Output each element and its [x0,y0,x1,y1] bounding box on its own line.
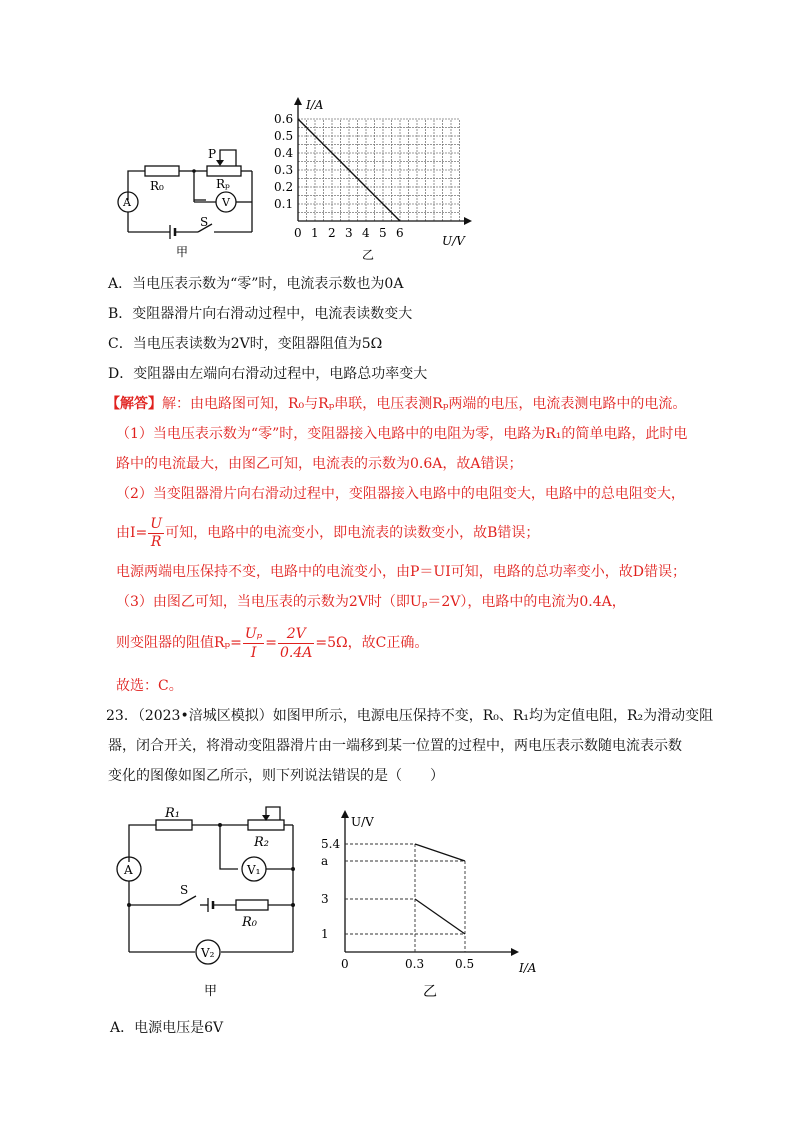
y-tick-label: 0.1 [274,197,294,211]
answer-line-6: 电源两端电压保持不变，电路中的电流变小，由P＝UI可知，电路的总功率变小，故D错误； [116,564,686,580]
y-tick-label: 0.6 [274,112,294,126]
answer-line-5 [116,513,539,553]
rp-label: Rₚ [216,177,230,191]
x-axis-label: U/V [442,234,465,248]
option-a: A．当电压表示数为“零”时，电流表示数也为0A [108,276,404,292]
answer-line-8 [116,621,428,665]
answer-choice: 故选：C。 [116,678,183,694]
answer-8-pre: 则变阻器的阻值Rₚ= [116,635,242,651]
caption-jia-1: 甲 [176,245,189,259]
answer-8-post: =5Ω，故C正确。 [315,635,429,651]
x-tick-label: 0.3 [405,957,425,971]
answer-tag: 【解答】 [106,396,162,412]
frac-num: Uₚ [244,625,263,642]
y-tick-label: 0.4 [274,146,294,160]
r0-label-2: R₀ [242,915,257,930]
x-tick-label: 1 [311,226,319,240]
fraction-2v-over-04a [278,625,314,662]
caption-jia-2: 甲 [204,984,218,999]
series-line [415,844,465,861]
y-tick-label: 3 [321,892,329,906]
answer-line-2: （1）当电压表示数为“零”时，变阻器接入电路中的电阻为零，电路为R₁的简单电路，此时电 [116,426,688,442]
ammeter-label-2: A [124,863,133,877]
y-tick-label: 0.5 [274,129,294,143]
q23-stem-2: 器，闭合开关，将滑动变阻器滑片由一端移到某一位置的过程中，两电压表示数随电流表示数 [108,738,682,754]
y-tick-label: a [321,854,329,868]
q23-option-a: A．电源电压是6V [110,1020,224,1036]
answer-line-7: （3）由图乙可知，当电压表的示数为2V时（即Uₚ＝2V），电路中的电流为0.4A， [116,594,626,610]
y-tick-label: 5.4 [321,837,341,851]
answer-5-pre: 由I= [116,525,148,541]
r0-label: R₀ [150,179,164,193]
v1-label: V₁ [247,863,261,877]
r1-label: R₁ [165,806,180,821]
answer-line-1 [106,394,686,414]
voltmeter-label: V [222,196,230,209]
frac-den: R [150,533,162,550]
fraction-u-over-r [148,516,164,551]
x-tick-label: 3 [345,226,353,240]
q23-stem-1: 23．（2023•涪城区模拟）如图甲所示，电源电压保持不变，R₀、R₁均为定值电阻，R₂为滑动变阻 [106,708,714,724]
answer-line-4: （2）当变阻器滑片向右滑动过程中，变阻器接入电路中的电阻变大，电路中的总电阻变大， [116,486,685,502]
series-line [415,899,465,934]
frac-num: U [150,515,163,532]
x-axis-label-2: I/A [519,961,537,975]
y-axis-label: I/A [306,98,324,112]
x-tick-label: 4 [362,226,370,240]
frac-den: 0.4A [280,644,313,661]
option-b: B．变阻器滑片向右滑动过程中，电流表读数变大 [108,306,413,322]
y-axis-label-2: U/V [351,815,374,829]
answer-5-post: 可知，电路中的电流变小，即电流表的读数变小，故B错误； [165,525,540,541]
frac-den: I [250,644,257,661]
x-tick-label: 0 [294,226,302,240]
switch-label: S [200,215,209,229]
ammeter-label: A [123,196,131,209]
x-tick-label: 0 [341,957,349,971]
option-c: C．当电压表读数为2V时，变阻器阻值为5Ω [108,336,383,352]
fraction-up-over-i [243,625,264,662]
frac-num: 2V [278,625,314,644]
caption-yi-1: 乙 [362,248,375,262]
x-tick-label: 5 [379,226,387,240]
circuit-diagram-1 [108,140,268,260]
x-tick-label: 2 [328,226,336,240]
caption-yi-2: 乙 [423,984,437,1000]
x-tick-label: 0.5 [455,957,475,971]
answer-line-3: 路中的电流最大，由图乙可知，电流表的示数为0.6A，故A错误； [116,456,523,472]
y-tick-label: 0.2 [274,180,294,194]
circuit-diagram-2 [110,802,310,1002]
iu-graph [270,95,480,265]
y-tick-label: 0.3 [274,163,294,177]
r2-label: R₂ [254,835,269,850]
answer-8-eq: = [265,635,278,651]
option-d: D．变阻器由左端向右滑动过程中，电路总功率变大 [108,366,428,382]
ui-graph [315,802,555,1002]
switch-label-2: S [180,883,189,897]
q23-stem-3: 变化的图像如图乙所示，则下列说法错误的是（ ） [108,768,444,784]
p-label: P [208,147,217,161]
v2-label: V₂ [201,946,215,960]
y-tick-label: 1 [321,927,329,941]
x-tick-label: 6 [396,226,404,240]
answer-text-1: 解：由电路图可知，R₀与Rₚ串联，电压表测Rₚ两端的电压，电流表测电路中的电流。 [162,396,687,412]
